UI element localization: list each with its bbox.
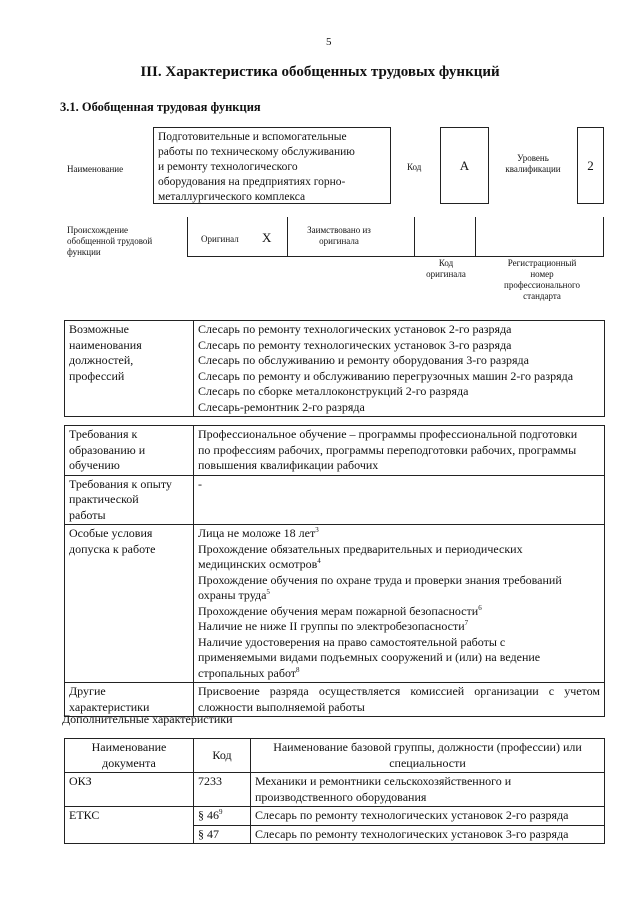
other-text-line: Присвоение разряда осуществляется комиссией организации с учетом — [198, 684, 600, 698]
col-code-header: Код — [194, 739, 251, 773]
row-name-line: производственного оборудования — [255, 789, 427, 804]
origin-divider — [414, 217, 415, 257]
borrowed-label — [289, 225, 389, 247]
row-doc: ЕТКС — [65, 807, 194, 844]
experience-label-line: практической — [69, 492, 139, 506]
special-item — [198, 635, 600, 682]
reg-number-label — [480, 258, 604, 302]
borrowed-label-line: оригинала — [319, 236, 359, 246]
special-item-text: медицинских осмотров — [198, 557, 318, 571]
table-row — [65, 807, 605, 826]
row-code: § 47 — [194, 825, 251, 844]
row-name-line: Механики и ремонтники сельскохозяйственного и — [255, 774, 512, 788]
borrowed-label-line: Заимствовано из — [307, 225, 371, 235]
positions-label-line: Возможные — [69, 322, 129, 336]
level-label-line: Уровень — [517, 153, 549, 163]
footnote-ref: 9 — [219, 808, 223, 816]
footnote-ref: 3 — [315, 526, 319, 534]
level-value: 2 — [587, 158, 594, 173]
additional-title: Дополнительные характеристики — [62, 712, 233, 726]
special-item — [198, 604, 600, 620]
education-text — [194, 426, 605, 476]
education-label-line: образованию и — [69, 442, 146, 457]
footnote-ref: 5 — [266, 588, 270, 596]
special-label-line: Особые условия — [69, 526, 153, 540]
function-name-line: и ремонту технологического — [158, 161, 298, 173]
origin-divider — [287, 217, 288, 257]
function-name-line: Подготовительные и вспомогательные — [158, 131, 347, 143]
col-name-header — [251, 739, 605, 773]
special-label — [65, 525, 194, 683]
education-label-line: Требования к — [69, 427, 138, 441]
special-label-line: допуска к работе — [69, 541, 156, 556]
special-item-text: Прохождение обучения по охране труда и проверки знания требований — [198, 572, 562, 587]
level-label — [493, 153, 573, 175]
position-item: Слесарь по ремонту технологических установок 2-го разряда — [198, 322, 512, 336]
origin-label-line: обобщенной трудовой — [67, 236, 153, 246]
position-item: Слесарь по ремонту технологических установок 3-го разряда — [198, 337, 512, 352]
special-item-text: Прохождение обучения мерам пожарной безопасности — [198, 603, 479, 618]
col-doc-header-line: документа — [102, 755, 156, 770]
subsection-title: 3.1. Обобщенная трудовая функция — [60, 100, 261, 114]
positions-label-line: должностей, — [69, 353, 134, 367]
row-name-line: Слесарь по ремонту технологических установок 2-го разряда — [255, 808, 569, 822]
code-original-line: оригинала — [426, 269, 466, 279]
special-item-text: Прохождение обязательных предварительных и периодических — [198, 541, 523, 556]
position-item: Слесарь по сборке металлоконструкций 2-го разряда — [198, 384, 469, 398]
code-original-label — [416, 258, 476, 280]
section-title: III. Характеристика обобщенных трудовых функций — [140, 64, 500, 80]
footnote-ref: 8 — [296, 665, 300, 674]
special-row — [65, 525, 605, 683]
footnote-ref: 4 — [317, 557, 321, 565]
experience-label-line: работы — [69, 507, 106, 522]
education-text-line: по профессиям рабочих, программы переподготовки рабочих, программы — [198, 442, 577, 457]
position-item: Слесарь-ремонтник 2-го разряда — [198, 399, 365, 414]
education-row — [65, 426, 605, 476]
special-item — [198, 542, 600, 573]
other-label-line: Другие — [69, 684, 106, 698]
name-label: Наименование — [67, 164, 124, 174]
col-doc-header-line: Наименование — [91, 740, 167, 754]
positions-table — [64, 320, 605, 417]
footnote-ref: 6 — [478, 603, 482, 612]
position-item: Слесарь по ремонту и обслуживанию перегрузочных машин 2-го разряда — [198, 368, 574, 383]
education-text-line: Профессиональное обучение – программы профессиональной подготовки — [198, 427, 578, 441]
positions-label-line: наименования — [69, 337, 142, 352]
experience-label — [65, 475, 194, 525]
reg-number-line: стандарта — [523, 291, 561, 301]
reg-number-line: профессионального — [504, 280, 580, 290]
row-code: 7233 — [194, 773, 251, 807]
other-text-line: сложности выполняемой работы — [198, 699, 365, 714]
row-name-line: Слесарь по ремонту технологических установок 3-го разряда — [255, 826, 569, 841]
code-value-box — [440, 127, 489, 204]
code-label: Код — [407, 162, 422, 172]
page-number: 5 — [326, 36, 332, 48]
origin-label — [67, 225, 152, 258]
col-name-header-line: специальности — [389, 755, 466, 770]
special-list — [194, 525, 605, 683]
level-label-line: квалификации — [505, 164, 561, 174]
special-item-text: Наличие удостоверения на право самостоятельной работы с — [198, 634, 506, 649]
code-value: А — [459, 158, 470, 173]
reg-number-line: Регистрационный — [507, 258, 577, 268]
additional-table — [64, 738, 605, 844]
special-item-text: применяемыми видами подъемных сооружений и (или) на ведение — [198, 650, 541, 664]
row-name — [251, 825, 605, 844]
original-label: Оригинал — [201, 234, 239, 244]
experience-label-line: Требования к опыту — [69, 476, 172, 491]
experience-row — [65, 475, 605, 525]
requirements-table — [64, 425, 605, 717]
col-doc-header — [65, 739, 194, 773]
special-item — [198, 619, 600, 635]
origin-label-line: функции — [67, 247, 101, 257]
function-name-line: металлургического комплекса — [158, 191, 306, 203]
origin-table — [187, 217, 604, 257]
special-item-text: Наличие не ниже II группы по электробезопасности — [198, 619, 465, 633]
special-item-text: стропальных работ — [198, 665, 297, 680]
row-code-text: § 46 — [198, 808, 219, 822]
function-name-box — [153, 127, 391, 204]
level-value-box — [577, 127, 604, 204]
additional-header-row — [65, 739, 605, 773]
row-code — [194, 807, 251, 826]
row-doc: ОКЗ — [65, 773, 194, 807]
table-row — [65, 773, 605, 807]
col-name-header-line: Наименование базовой группы, должности (профессии) или — [273, 740, 582, 754]
function-name-line: работы по техническому обслуживанию — [158, 146, 355, 158]
row-name — [251, 773, 605, 807]
education-label-line: обучению — [69, 458, 120, 472]
positions-list — [194, 321, 605, 417]
function-name-line: оборудования на предприятиях горно- — [158, 176, 346, 188]
education-label — [65, 426, 194, 476]
special-item — [198, 573, 600, 604]
positions-label-line: профессий — [69, 368, 125, 383]
other-label-line: характеристики — [69, 699, 150, 714]
other-text — [194, 683, 605, 717]
origin-label-line: Происхождение — [67, 225, 129, 235]
special-item-text: Лица не моложе 18 лет — [198, 526, 316, 540]
row-name — [251, 807, 605, 826]
origin-divider — [475, 217, 476, 257]
footnote-ref: 7 — [464, 619, 469, 627]
original-checkmark: Х — [262, 230, 272, 245]
reg-number-line: номер — [530, 269, 554, 279]
position-item: Слесарь по обслуживанию и ремонту оборудования 3-го разряда — [198, 353, 529, 367]
special-item-text: охраны труда — [198, 588, 267, 602]
education-text-line: повышения квалификации рабочих — [198, 458, 379, 472]
positions-label — [65, 321, 194, 417]
experience-value: - — [194, 475, 605, 525]
code-original-line: Код — [438, 258, 454, 268]
special-item — [198, 526, 600, 542]
